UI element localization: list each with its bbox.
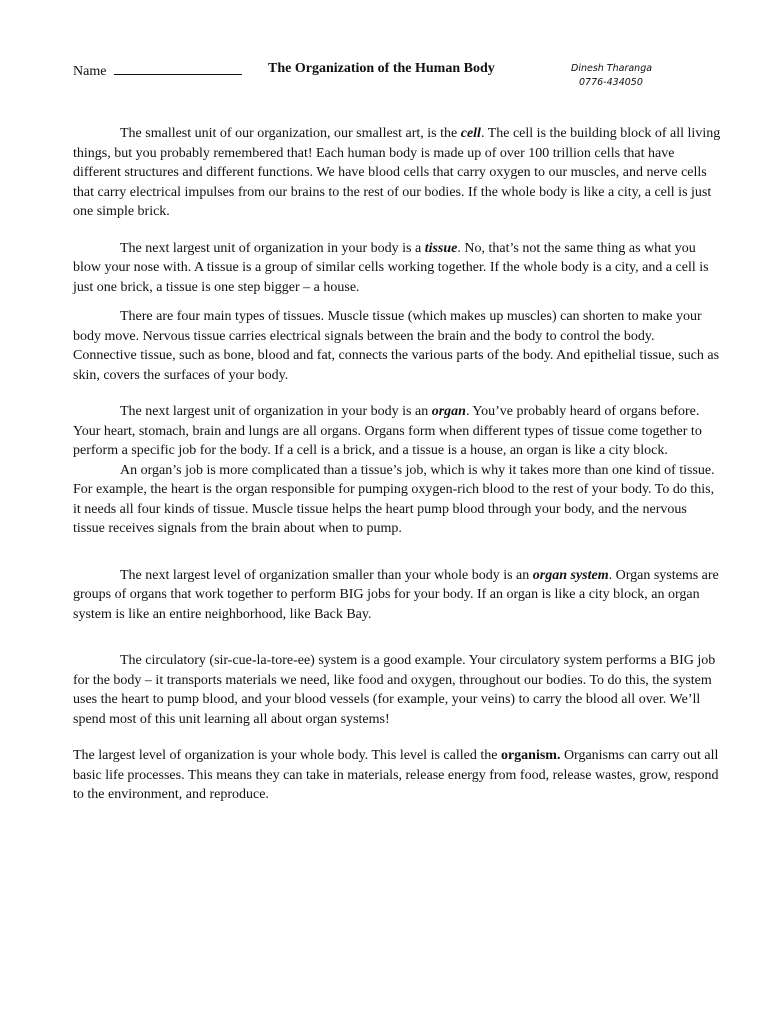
term-organ-system: organ system [532,567,609,583]
paragraph-tissue: The next largest unit of organization in your body is a tissue. No, that’s not the same thing as what you blow your nose with. A tissue is a group of similar cells working together. If the whole body is a city, and a cell is just one brick, a tissue is one step bigger – a house. [73,240,709,295]
name-blank-line [114,60,242,75]
paragraph-tissue-types: There are four main types of tissues. Muscle tissue (which makes up muscles) can shorten to make your body move. Nervous tissue carries electrical signals between the brain and the body to control the body. Connective tissue, such as bone, blood and fat, connects the various parts of the body. And epithelial tissue, such as skin, covers the surfaces of your body. [73,309,720,383]
author-phone: 0776-434050 [579,77,643,88]
term-organism: organism. [500,748,561,763]
body-text [73,124,721,805]
paragraph-organ-system: The next largest level of organization smaller than your whole body is an organ system. Organ systems are groups of organs that work together to perform BIG jobs for your body. If an organ is like a city block, an organ system is like an entire neighborhood, like Back Bay. [73,567,719,622]
name-field [73,60,242,81]
term-cell: cell [460,126,481,141]
page-title: The Organization of the Human Body [268,61,495,76]
paragraph-organ: The next largest unit of organization in your body is an organ. You’ve probably heard of organs before. Your heart, stomach, brain and lungs are all organs. Organs form when different types of tissue come together to perform a specific job for the body. If a cell is a brick, and a tissue is a house, an organ is like a city block. [73,404,702,458]
term-organ: organ [431,404,466,419]
paragraph-organ-job: An organ’s job is more complicated than a tissue’s job, which is why it takes more than one kind of tissue. For example, the heart is the organ responsible for pumping oxygen-rich blood to the rest of your body. To do this, it needs all four kinds of tissue. Muscle tissue helps the heart pump blood through your body, and the nervous tissue receives signals from the brain about when to pump. [73,462,715,536]
paragraph-cell: The smallest unit of our organization, our smallest art, is the cell. The cell is the building block of all living things, but you probably remembered that! Each human body is made up of over 100 trillion cells that have different structures and different functions. We have blood cells that carry oxygen to our muscles, and nerve cells that carry electrical impulses from our brains to the rest of our bodies. If the whole body is like a city, a cell is just one simple brick. [73,126,721,219]
author-block [571,62,652,90]
paragraph-organism: The largest level of organization is your whole body. This level is called the organism. Organisms can carry out all basic life processes. This means they can take in materials, release energy from food, release wastes, grow, respond to the environment, and reproduce. [73,748,719,802]
name-label: Name [73,64,107,79]
term-tissue: tissue [424,240,458,256]
paragraph-circulatory: The circulatory (sir-cue-la-tore-ee) system is a good example. Your circulatory system performs a BIG job for the body – it transports materials we need, like food and oxygen, throughout our bodies. To do this, the system uses the heart to pump blood, and your blood vessels (for example, your veins) to carry the blood all over. We’ll spend most of this unit learning all about organ systems! [73,653,716,727]
author-name: Dinesh Tharanga [571,63,653,74]
